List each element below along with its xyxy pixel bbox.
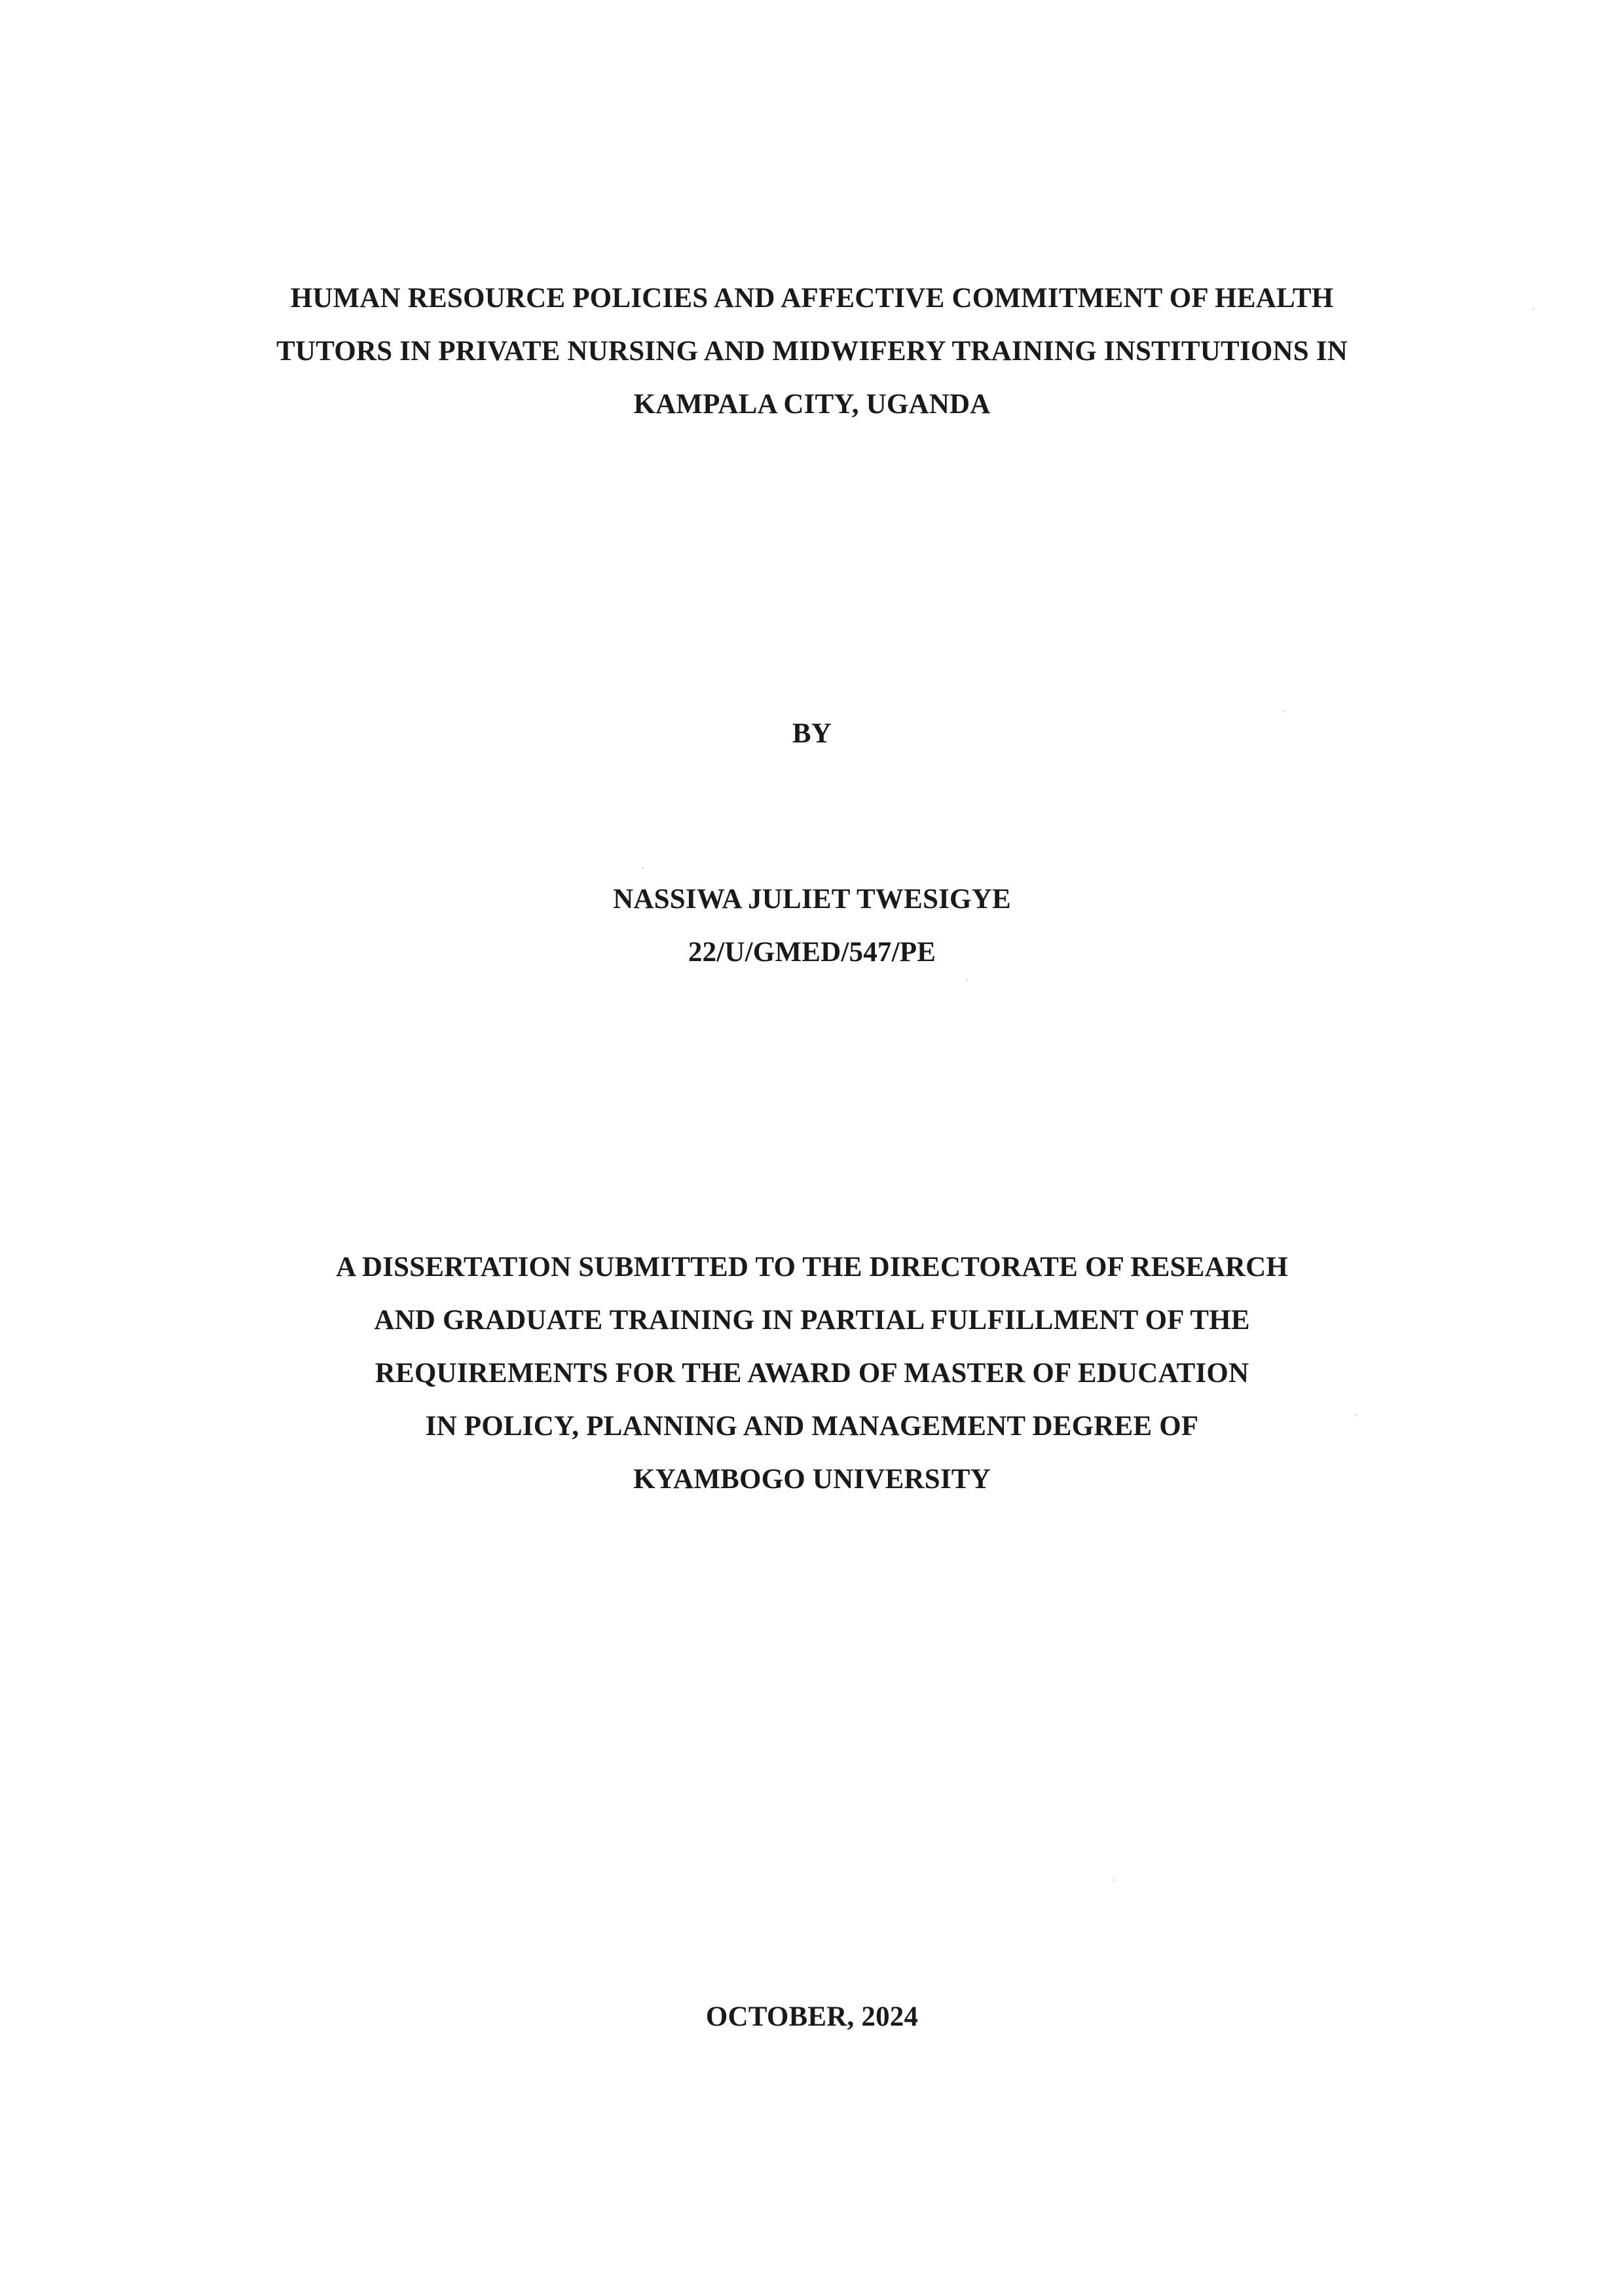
dissertation-title [0,272,1624,431]
scan-speck [1113,1879,1115,1881]
author-block [0,873,1624,979]
scan-speck [1532,308,1534,310]
submission-statement [0,1241,1624,1506]
title-line: HUMAN RESOURCE POLICIES AND AFFECTIVE COMMITMENT OF HEALTH [290,283,1334,314]
author-name: NASSIWA JULIET TWESIGYE [613,884,1011,915]
scan-speck [1356,1414,1357,1416]
scan-speck [642,867,644,869]
statement-line: IN POLICY, PLANNING AND MANAGEMENT DEGREE OF [425,1411,1199,1442]
submission-date: OCTOBER, 2024 [705,2001,919,2032]
statement-line: A DISSERTATION SUBMITTED TO THE DIRECTORATE OF RESEARCH [336,1252,1288,1283]
title-line: TUTORS IN PRIVATE NURSING AND MIDWIFERY TRAINING INSTITUTIONS IN [276,336,1348,367]
statement-line: AND GRADUATE TRAINING IN PARTIAL FULFILLMENT OF THE [374,1305,1250,1336]
scan-speck [1283,710,1285,712]
title-line: KAMPALA CITY, UGANDA [633,389,991,420]
scan-speck [966,979,968,981]
by-label: BY [792,718,832,749]
statement-line: REQUIREMENTS FOR THE AWARD OF MASTER OF EDUCATION [375,1358,1249,1389]
registration-number: 22/U/GMED/547/PE [688,937,936,968]
statement-line: KYAMBOGO UNIVERSITY [633,1464,991,1495]
